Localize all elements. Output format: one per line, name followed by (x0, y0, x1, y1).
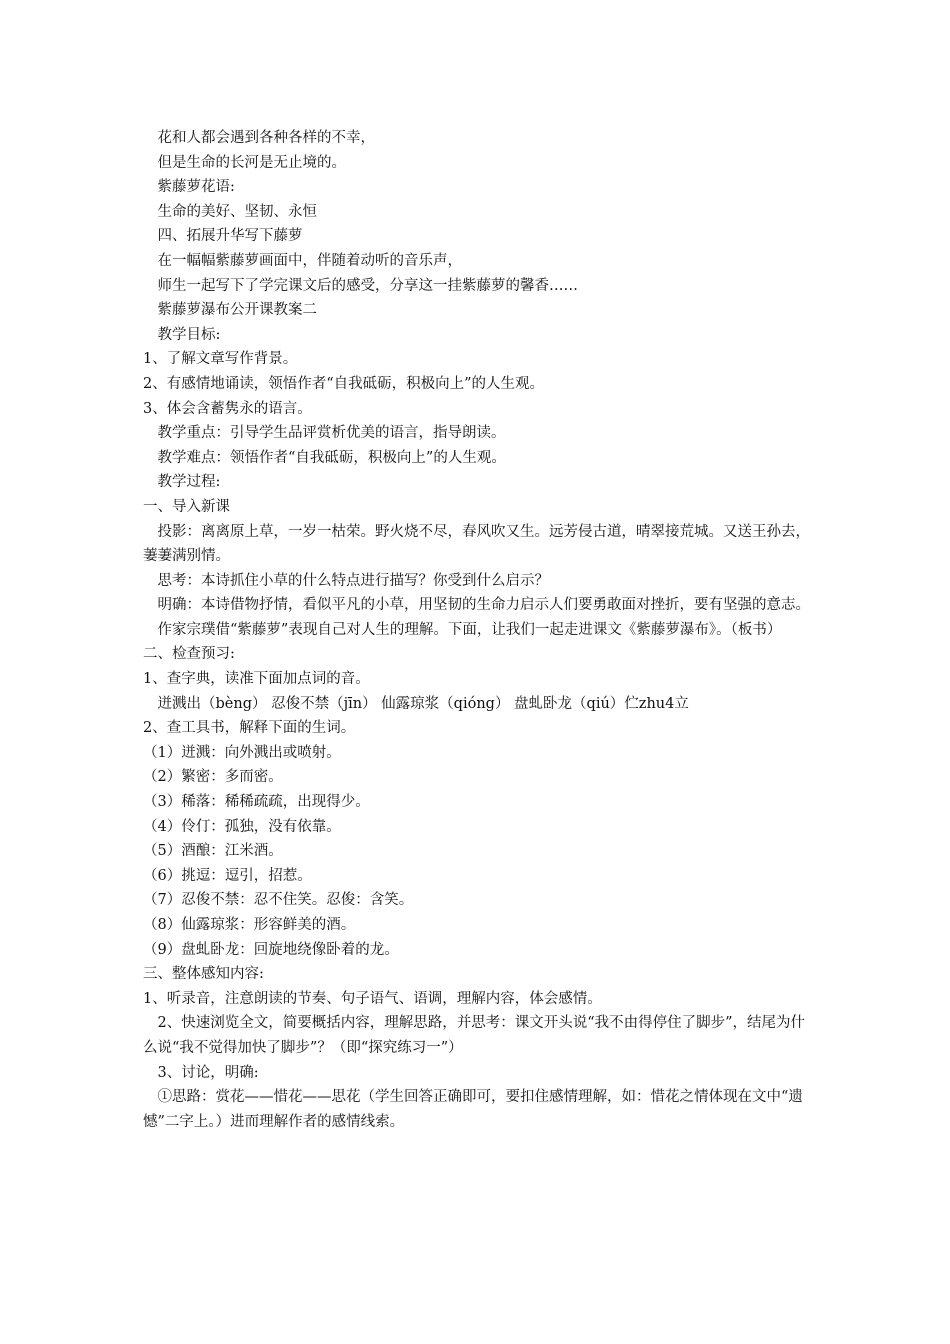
list-item: 2、查工具书，解释下面的生词。 (143, 720, 356, 737)
pinyin-line: 迸溅出（bèng） 忍俊不禁（jīn） 仙露琼浆（qióng） 盘虬卧龙（qiú）伫zhu4立 (157, 695, 689, 712)
vocab-item: （4）伶仃：孤独，没有依靠。 (143, 818, 341, 835)
text-line: 师生一起写下了学完课文后的感受，分享这一挂紫藤萝的馨香…… (157, 277, 578, 294)
list-item: 3、体会含蓄隽永的语言。 (143, 400, 312, 417)
list-item: 2、有感情地诵读，领悟作者“自我砥砺，积极向上”的人生观。 (143, 375, 545, 392)
vocab-item: （1）迸溅：向外溅出或喷射。 (143, 744, 341, 761)
paragraph: 明确：本诗借物抒情，看似平凡的小草，用坚韧的生命力启示人们要勇敢面对挫折，要有坚强的意志。 (157, 597, 810, 614)
paragraph: 投影：离离原上草，一岁一枯荣。野火烧不尽，春风吹又生。远芳侵古道，晴翠接荒城。又送王孙去，萋萋满别情。 (143, 523, 810, 565)
list-item: 3、讨论，明确: (157, 1064, 259, 1081)
text-line: 在一幅幅紫藤萝画面中，伴随着动听的音乐声， (157, 252, 462, 269)
text-line: 教学过程: (157, 474, 221, 491)
document-body (143, 126, 813, 1134)
section-heading: 三、整体感知内容: (143, 966, 264, 983)
text-line: 但是生命的长河是无止境的。 (157, 154, 346, 171)
text-line: 教学目标: (157, 326, 221, 343)
document-title: 紫藤萝瀑布公开课教案二 (157, 302, 317, 319)
list-item: 1、查字典，读准下面加点词的音。 (143, 671, 370, 688)
paragraph: 2、快速浏览全文，简要概括内容，理解思路，并思考：课文开头说“我不由得停住了脚步”，结尾为什么说“我不觉得加快了脚步”？（即“探究练习一”） (143, 1015, 806, 1056)
text-line: 教学难点：领悟作者“自我砥砺，积极向上”的人生观。 (157, 449, 506, 466)
vocab-item: （5）酒酿：江米酒。 (143, 843, 283, 860)
paragraph: 作家宗璞借“紫藤萝”表现自己对人生的理解。下面，让我们一起走进课文《紫藤萝瀑布》。（板书） (157, 621, 782, 638)
paragraph: 思考：本诗抓住小草的什么特点进行描写？你受到什么启示？ (157, 572, 549, 589)
vocab-item: （2）繁密：多而密。 (143, 769, 283, 786)
vocab-item: （9）盘虬卧龙：回旋地绕像卧着的龙。 (143, 941, 399, 958)
vocab-item: （7）忍俊不禁：忍不住笑。忍俊：含笑。 (143, 892, 414, 909)
vocab-item: （3）稀落：稀稀疏疏，出现得少。 (143, 794, 370, 811)
text-line: 教学重点：引导学生品评赏析优美的语言，指导朗读。 (157, 425, 506, 442)
paragraph: ①思路：赏花——惜花——思花（学生回答正确即可，要扣住感情理解，如：惜花之情体现在文中“遗憾”二字上。）进而理解作者的感情线索。 (143, 1089, 803, 1130)
section-heading: 四、拓展升华写下藤萝 (157, 228, 303, 245)
vocab-item: （8）仙露琼浆：形容鲜美的酒。 (143, 917, 356, 933)
section-heading: 一、导入新课 (143, 498, 230, 515)
list-item: 1、听录音，注意朗读的节奏、句子语气、语调，理解内容，体会感情。 (143, 990, 602, 1007)
list-item: 1、了解文章写作背景。 (143, 351, 298, 368)
text-line: 生命的美好、坚韧、永恒 (157, 203, 317, 220)
text-line: 花和人都会遇到各种各样的不幸， (157, 130, 375, 146)
vocab-item: （6）挑逗：逗引，招惹。 (143, 867, 312, 884)
text-line: 紫藤萝花语: (157, 179, 235, 196)
section-heading: 二、检查预习: (143, 646, 235, 663)
